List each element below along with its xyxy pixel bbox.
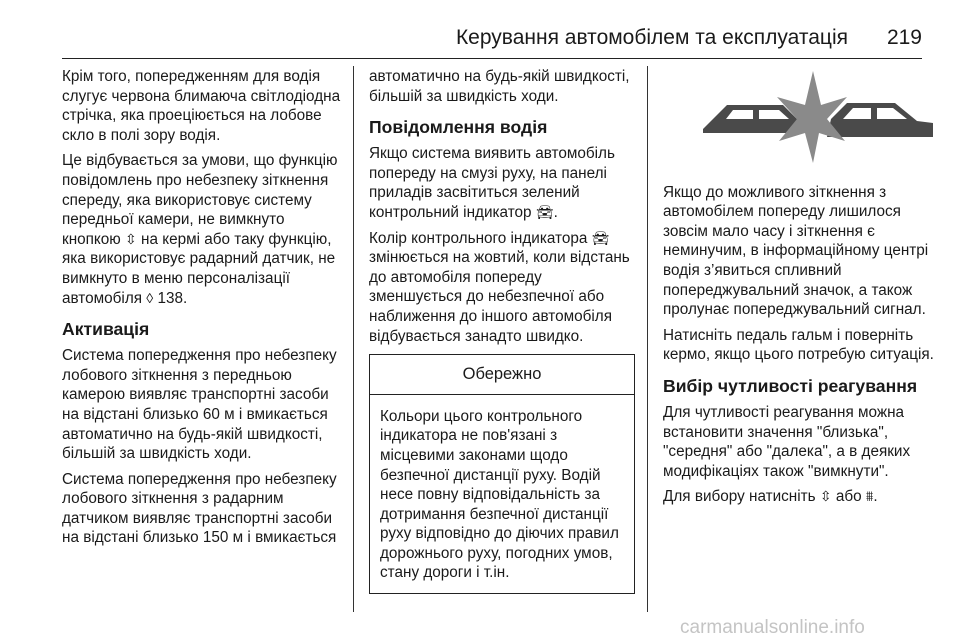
page-title: Керування автомобілем та експлуатація [455, 26, 848, 49]
vehicle-ahead-icon: 🚘︎ [535, 203, 554, 220]
page-reference[interactable]: 138. [157, 289, 188, 307]
paragraph: автоматично на будь-якій швидкості, більшій за швидкість ходи. [369, 68, 630, 105]
paragraph: Натисніть педаль гальм і поверніть кермо, якщо цього потребую ситуація. [663, 326, 934, 364]
paragraph [369, 229, 635, 347]
warning-title: Обережно [370, 355, 634, 395]
text: на кермі або таку функцію, яка використовує радарний датчик, не вимкнуто в меню персоналізації автомобіля [62, 230, 336, 307]
page-reference-icon: ◊ [146, 289, 154, 306]
paragraph: Якщо до можливого зіткнення з автомобілем попереду лишилося зовсім мало часу і зіткнення є неминучим, в інформаційному центрі водія з’явиться спливний попереджувальний значок, а також пролунає попереджувальний сигнал. [663, 183, 929, 319]
text: Для вибору натисніть [663, 488, 816, 506]
paragraph [62, 151, 344, 308]
text: або [835, 488, 862, 506]
paragraph: Крім того, попередженням для водія слугує червона блимаюча світлодіодна стрічка, яка проеціюється на лобове скло в полі зору водія. [62, 68, 341, 144]
steering-switch-icon: ⩩ [865, 488, 874, 505]
distance-button-icon: ⇳ [125, 230, 137, 247]
paragraph: Для чутливості реагування можна встановити значення "близька", "середня" або "далека", а в деяких модифікаціях також "вимкнути". [663, 403, 911, 480]
warning-box [369, 354, 635, 594]
page-header [0, 0, 960, 56]
page-number: 219 [886, 26, 922, 49]
paragraph: Система попередження про небезпеку лобового зіткнення з передньою камерою виявляє транспортні засоби на відстані близько 60 м і вмикається автоматично на будь-якій швидкості, більшій за швидкість ходи. [62, 347, 337, 463]
paragraph: Система попередження про небезпеку лобового зіткнення з радарним датчиком виявляє транспортні засоби на відстані близько 150 м і вмикається [62, 470, 337, 547]
watermark: carmanualsonline.info [680, 617, 865, 638]
text: Колір контрольного індикатора [369, 229, 588, 247]
section-heading-messages: Повідомлення водія [369, 117, 548, 138]
column-3 [663, 67, 945, 513]
column-divider-1 [353, 66, 354, 612]
text: змінюється на жовтий, коли відстань до автомобіля попереду зменшується до небезпечної або наближення до іншого автомобіля відбувається занадто швидко. [369, 249, 630, 345]
text: . [873, 488, 878, 506]
collision-warning-icon [663, 67, 941, 177]
paragraph [663, 487, 945, 507]
text: Якщо система виявить автомобіль попереду на смузі руху, на панелі приладів засвітиться зелений контрольний індикатор [369, 145, 615, 221]
text: . [553, 203, 558, 221]
section-heading-sensitivity: Вибір чутливості реагування [663, 375, 918, 396]
header-rule [62, 58, 922, 59]
column-2 [369, 67, 635, 594]
section-heading-activation: Активація [62, 319, 150, 340]
vehicle-ahead-icon: 🚘︎ [591, 229, 610, 246]
distance-button-icon: ⇳ [819, 488, 832, 505]
paragraph [369, 144, 635, 222]
warning-text: Кольори цього контрольного індикатора не пов'язані з місцевими законами щодо безпечної дистанції руху. Водій несе повну відповідальність за дотримання безпечної дистанції руху відповідно до діючих правил дорожнього руху, погодних умов, стану дороги і т.ін. [380, 407, 619, 582]
column-1 [62, 67, 344, 554]
column-divider-2 [647, 66, 648, 612]
text: Це відбувається за умови, що функцію повідомлень про небезпеку зіткнення спереду, яка використовує систему передньої камери, не вимкнуто кнопкою [62, 152, 338, 248]
